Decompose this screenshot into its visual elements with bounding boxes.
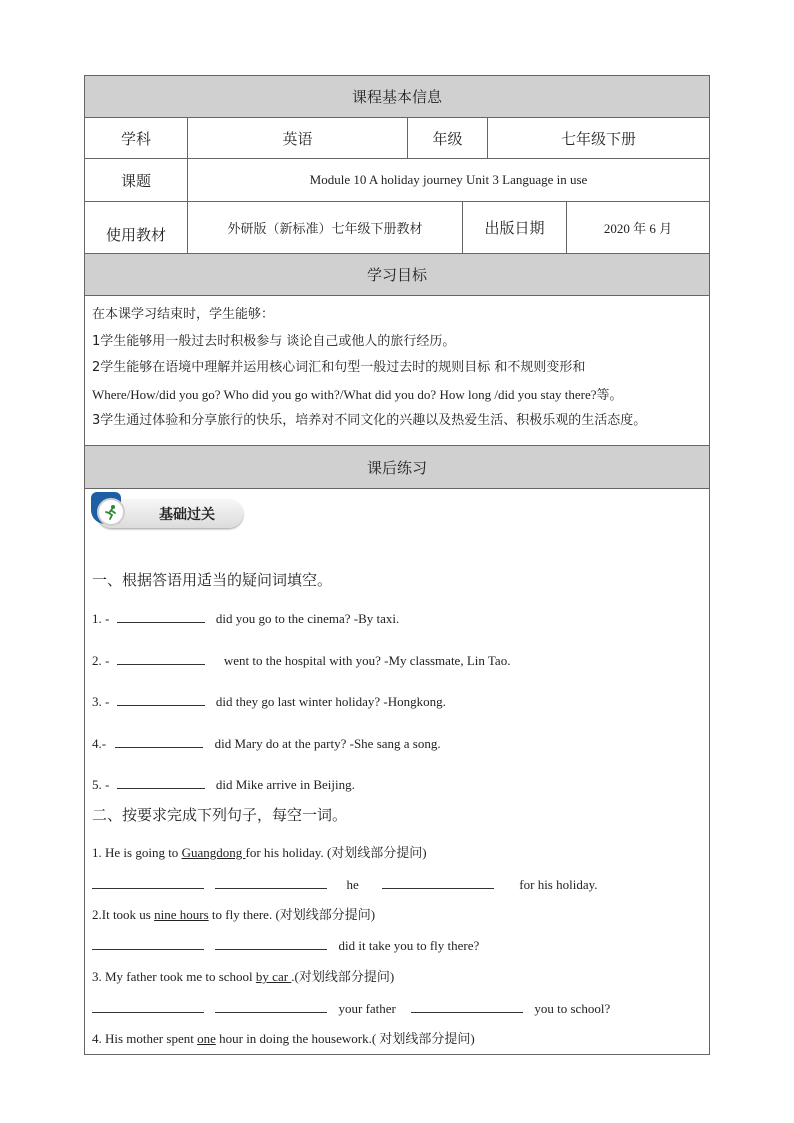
answer-blank	[92, 935, 204, 950]
textbook-value: 外研版（新标准）七年级下册教材	[188, 202, 463, 253]
answer-blank	[117, 608, 205, 623]
pubdate-value: 2020 年 6 月	[603, 221, 673, 236]
objectives-title: 学习目标	[366, 266, 427, 284]
practice-title: 课后练习	[366, 458, 427, 477]
answer-word: he	[346, 877, 359, 892]
grade-value: 七年级下册	[560, 129, 636, 148]
rewrite-question	[92, 966, 394, 985]
exercise-item	[92, 733, 441, 752]
textbook-row	[85, 202, 709, 254]
item-text: did Mary do at the party? -She sang a song.	[214, 736, 441, 751]
question-text: 3. My father took me to school	[92, 969, 256, 984]
section1-title: 一、根据答语用适当的疑问词填空。	[92, 571, 333, 589]
question-text: 4. His mother spent	[92, 1031, 198, 1046]
item-text: went to the hospital with you? -My classmate, Lin Tao.	[223, 653, 511, 668]
exercise-item	[92, 650, 510, 669]
answer-line	[92, 874, 598, 893]
item-text: did they go last winter holiday? -Hongkong.	[215, 694, 446, 709]
basic-info-header	[85, 76, 709, 118]
subject-label: 学科	[85, 118, 188, 158]
basic-info-title: 课程基本信息	[351, 88, 442, 106]
topic-value: Module 10 A holiday journey Unit 3 Language in use	[309, 172, 588, 187]
item-text: did you go to the cinema? -By taxi.	[215, 611, 400, 626]
underlined-part: one	[197, 1031, 216, 1046]
subject-value: 英语	[188, 118, 408, 158]
exercise-item	[92, 608, 399, 627]
objective-line: 2学生能够在语境中理解并运用核心词汇和句型一般过去时的规则目标 和不规则变形和	[92, 360, 586, 375]
question-text: to fly there. (对划线部分提问)	[208, 907, 376, 922]
answer-blank	[215, 998, 327, 1013]
textbook-label: 使用教材	[85, 202, 188, 253]
objective-line: 3学生通过体验和分享旅行的快乐，培养对不同文化的兴趣以及热爱生活、积极乐观的生活态度。	[92, 413, 647, 428]
underlined-part: Guangdong	[181, 845, 246, 860]
runner-icon	[97, 498, 125, 526]
answer-word: did it take you to fly there?	[338, 938, 480, 953]
objectives-list	[92, 302, 703, 435]
subject-row	[85, 118, 709, 159]
lesson-table	[84, 75, 710, 1055]
answer-blank	[92, 998, 204, 1013]
question-text: 2.It took us	[92, 907, 155, 922]
practice-header	[85, 446, 709, 489]
exercise-item	[92, 774, 355, 793]
answer-blank	[215, 935, 327, 950]
answer-word: for his holiday.	[519, 877, 598, 892]
answer-blank	[382, 874, 494, 889]
answer-blank	[117, 774, 205, 789]
rewrite-question	[92, 842, 427, 861]
question-text: .(对划线部分提问)	[291, 969, 395, 984]
underlined-part: by car	[255, 969, 292, 984]
underlined-part: nine hours	[154, 907, 209, 922]
answer-blank	[411, 998, 523, 1013]
answer-blank	[117, 691, 205, 706]
topic-row	[85, 159, 709, 202]
item-number: 2. -	[92, 653, 110, 668]
answer-word: you to school?	[534, 1001, 611, 1016]
grade-label: 年级	[408, 118, 488, 158]
rewrite-question	[92, 904, 375, 923]
question-text: 1. He is going to	[92, 845, 182, 860]
exercise-item	[92, 691, 446, 710]
objective-line: 在本课学习结束时，学生能够：	[92, 307, 275, 322]
answer-blank	[215, 874, 327, 889]
question-text: for his holiday. (对划线部分提问)	[245, 845, 427, 860]
basic-level-badge	[91, 492, 241, 532]
item-text: did Mike arrive in Beijing.	[215, 777, 355, 792]
item-number: 4.-	[92, 736, 107, 751]
item-number: 3. -	[92, 694, 110, 709]
answer-line	[92, 998, 610, 1017]
answer-blank	[117, 650, 205, 665]
objective-line: Where/How/did you go? Who did you go with?/What did you do? How long /did you stay there?等。	[92, 386, 623, 402]
question-text: hour in doing the housework.( 对划线部分提问)	[215, 1031, 475, 1046]
answer-blank	[92, 874, 204, 889]
objective-line: 1学生能够用一般过去时积极参与 谈论自己或他人的旅行经历。	[92, 333, 456, 349]
answer-line	[92, 935, 479, 954]
answer-blank	[115, 733, 203, 748]
rewrite-question	[92, 1028, 475, 1047]
objectives-header	[85, 254, 709, 296]
pubdate-label: 出版日期	[463, 202, 567, 253]
topic-label: 课题	[85, 159, 188, 201]
badge-label: 基础过关	[159, 507, 215, 523]
section2-title: 二、按要求完成下列句子，每空一词。	[92, 806, 348, 824]
item-number: 1. -	[92, 611, 110, 626]
answer-word: your father	[338, 1001, 396, 1016]
item-number: 5. -	[92, 777, 110, 792]
objectives-body	[85, 296, 709, 446]
